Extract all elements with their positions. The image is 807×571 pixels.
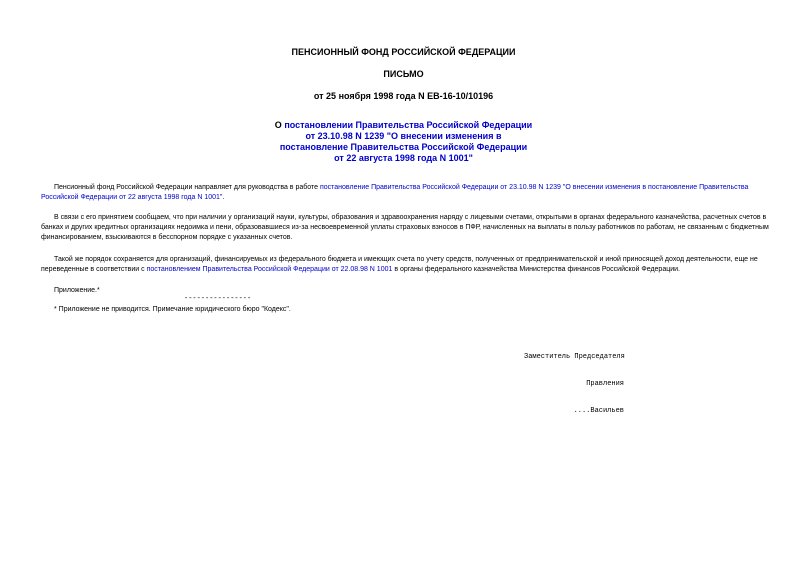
subject-line-4[interactable]: от 22 августа 1998 года N 1001"	[334, 153, 473, 163]
paragraph-1	[41, 183, 769, 203]
signature-title: Заместитель Председателя	[524, 353, 625, 361]
doc-date-number: от 25 ноября 1998 года N ЕВ-16-10/10196	[313, 91, 494, 101]
footnote: * Приложение не приводится. Примечание юридического бюро "Кодекс".	[54, 306, 291, 313]
paragraph-3-end: в органы федерального казначейства Министерства финансов Российской Федерации.	[392, 266, 680, 273]
signature-name: ....Васильев	[573, 407, 624, 415]
paragraph-1-end: .	[222, 194, 225, 201]
subject-link[interactable]: постановлении Правительства Российской Федерации	[284, 120, 533, 130]
paragraph-1-text: Пенсионный фонд Российской Федерации направляет для руководства в работе	[54, 184, 320, 191]
paragraph-3-text: Такой же порядок сохраняется для организаций, финансируемых из федерального бюджета и имеющих счета по учету средств, полученных от предпринимательской и иной приносящей доход деятельности, еще не переведенные в соответствии с	[41, 256, 758, 273]
appendix-label: Приложение.*	[54, 287, 100, 294]
paragraph-1-link[interactable]: постановление Правительства Российской Федерации от 23.10.98 N 1239 "О внесении изменения в постановление Правительства Российской Федерации от 22 августа 1998 года N 1001"	[41, 184, 749, 201]
paragraph-3-link[interactable]: постановлением Правительства Российской Федерации от 22.08.98 N 1001	[146, 266, 393, 273]
paragraph-3	[41, 255, 769, 275]
signature-board: Правления	[586, 380, 624, 388]
footnote-separator: ----------------	[184, 295, 252, 303]
subject-line-3[interactable]: постановление Правительства Российской Федерации	[279, 142, 528, 152]
subject-prefix: О	[274, 120, 285, 130]
subject-line-1	[0, 120, 807, 131]
doc-type: ПИСЬМО	[383, 69, 424, 79]
signature-block	[524, 335, 624, 434]
doc-subject	[0, 120, 807, 164]
paragraph-2: В связи с его принятием сообщаем, что при наличии у организаций науки, культуры, образования и здравоохранения наряду с лицевыми счетами, открытыми в органах федерального казначейства, расчетных счетов в банках и других кредитных организациях недоимка и пени, образовавшиеся из-за несвоевременной уплаты страховых взносов в ПФР, начисленных на выплаты в пользу работников по работам, не связанным с бюджетным финансированием, взыскиваются в бесспорном порядке с указанных счетов.	[41, 214, 769, 241]
org-title: ПЕНСИОННЫЙ ФОНД РОССИЙСКОЙ ФЕДЕРАЦИИ	[291, 47, 516, 57]
subject-line-2[interactable]: от 23.10.98 N 1239 "О внесении изменения в	[305, 131, 502, 141]
